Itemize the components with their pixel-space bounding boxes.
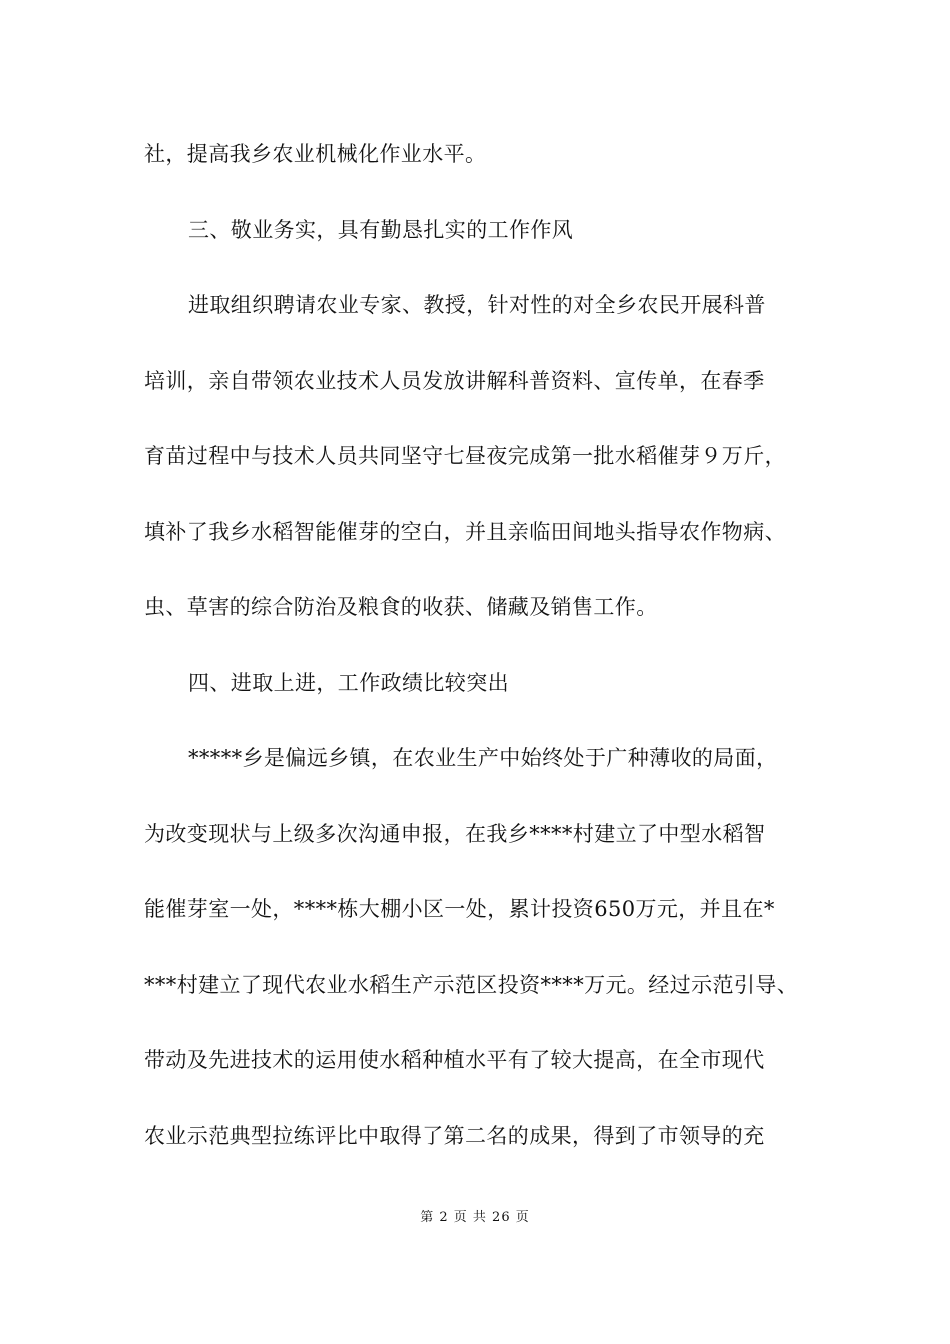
body-text (144, 126, 824, 1183)
text-line: 虫、草害的综合防治及粮食的收获、储藏及销售工作。 (144, 595, 658, 619)
text-line: 农业示范典型拉练评比中取得了第二名的成果，得到了市领导的充 (144, 1123, 765, 1148)
text-line: *****乡是偏远乡镇，在农业生产中始终处于广种薄收的局面， (188, 746, 778, 770)
text-line: 带动及先进技术的运用使水稻种植水平有了较大提高，在全市现代 (144, 1048, 765, 1072)
text-line: 进取组织聘请农业专家、教授，针对性的对全乡农民开展科普 (188, 293, 766, 317)
text-line: 社，提高我乡农业机械化作业水平。 (144, 142, 487, 166)
text-line: 培训，亲自带领农业技术人员发放讲解科普资料、宣传单，在春季 (144, 368, 765, 393)
text-line: 育苗过程中与技术人员共同坚守七昼夜完成第一批水稻催芽９万斤， (144, 444, 786, 468)
text-line: 能催芽室一处，****栋大棚小区一处，累计投资650万元，并且在* (144, 897, 775, 921)
text-line: 填补了我乡水稻智能催芽的空白，并且亲临田间地头指导农作物病、 (144, 519, 786, 544)
text-line: ***村建立了现代农业水稻生产示范区投资****万元。经过示范引导、 (144, 972, 799, 997)
text-line: 为改变现状与上级多次沟通申报，在我乡****村建立了中型水稻智 (144, 821, 766, 846)
text-line: 三、敬业务实，具有勤恳扎实的工作作风 (188, 217, 574, 242)
text-line: 四、进取上进，工作政绩比较突出 (188, 670, 509, 695)
page-footer (0, 1206, 950, 1225)
page-number-label: 第 2 页 共 26 页 (420, 1210, 530, 1225)
